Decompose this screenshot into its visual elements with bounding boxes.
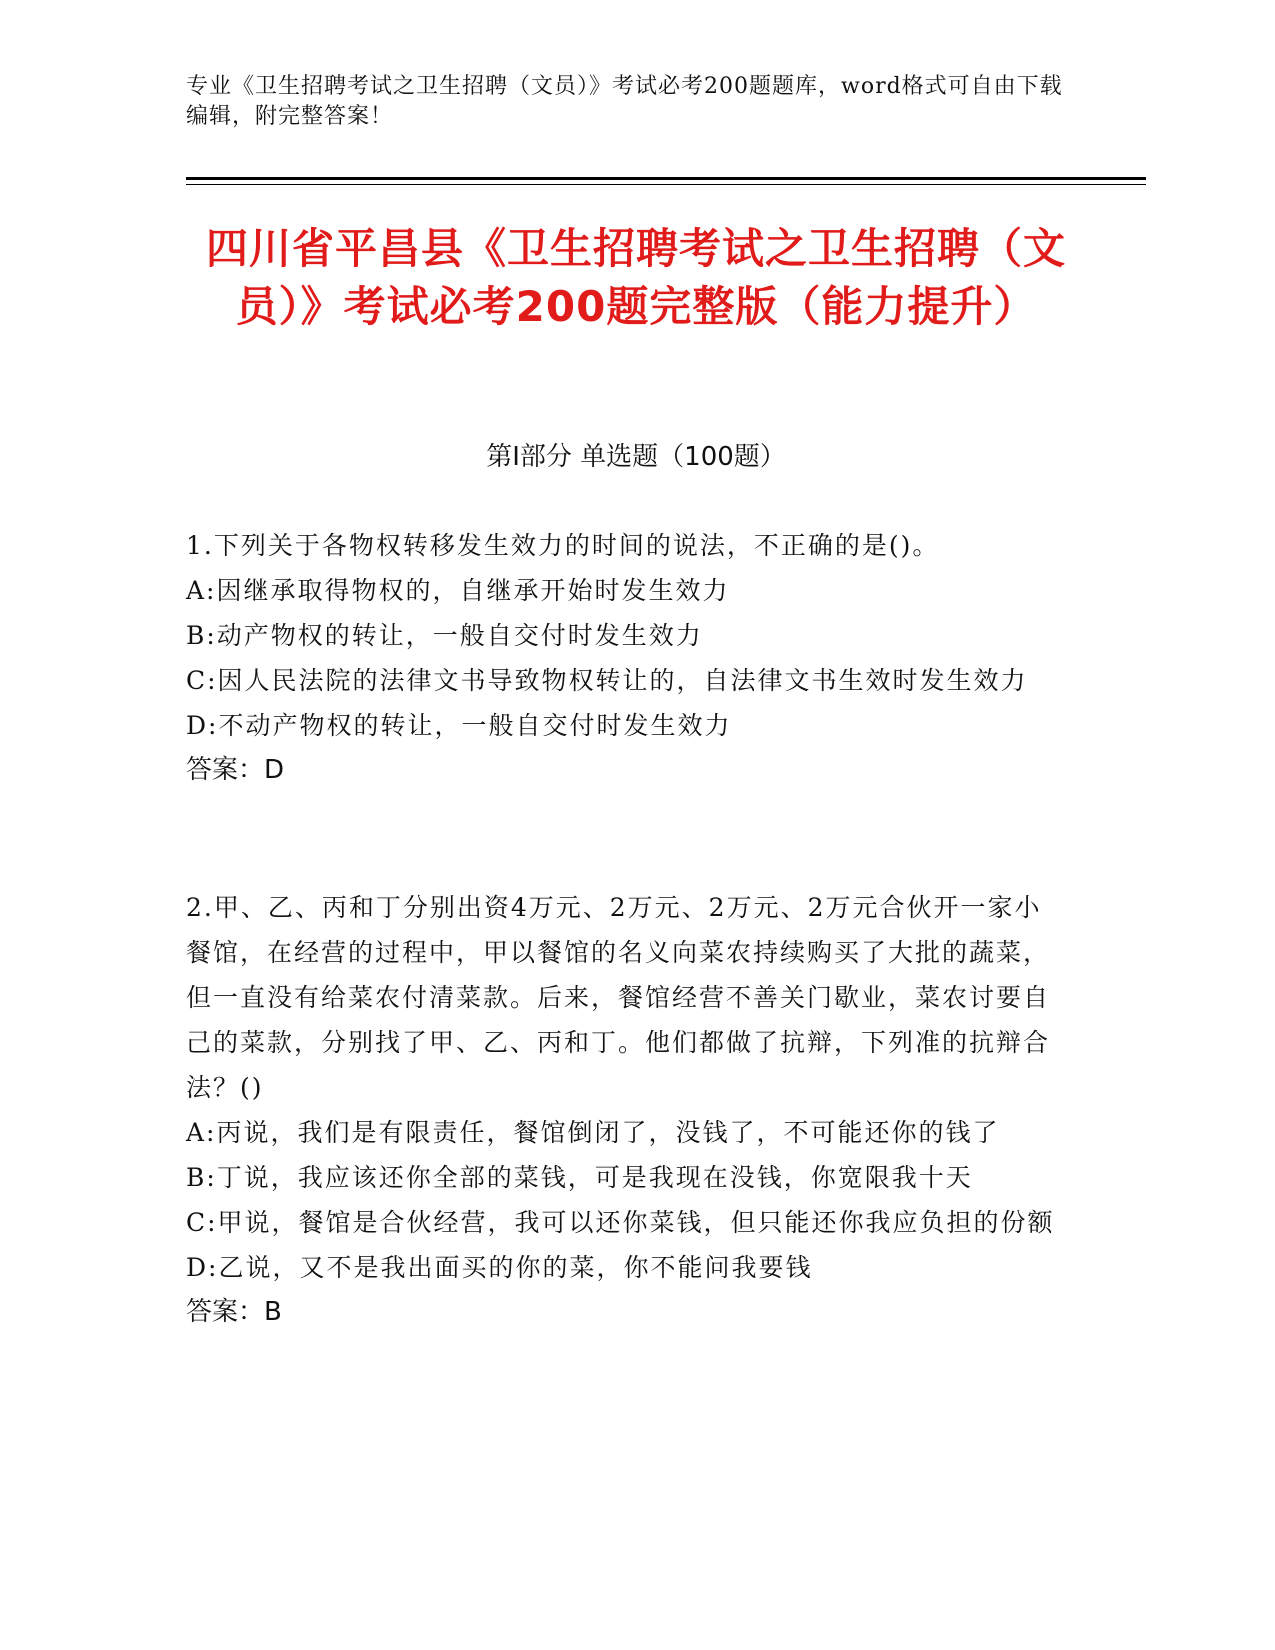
question-1-option-b: B:动产物权的转让，一般自交付时发生效力 <box>186 621 703 650</box>
document-title: 四川省平昌县《卫生招聘考试之卫生招聘（文员）》考试必考200题完整版（能力提升） <box>205 224 1066 331</box>
header-note: 专业《卫生招聘考试之卫生招聘（文员）》考试必考200题题库，word格式可自由下载编辑，附完整答案！ <box>186 74 1063 129</box>
question-1-answer: 答案：D <box>186 755 285 785</box>
question-2-option-a: A:丙说，我们是有限责任，餐馆倒闭了，没钱了，不可能还你的钱了 <box>186 1118 1000 1147</box>
section-title: 第Ⅰ部分 单选题（100题） <box>486 442 786 472</box>
question-2-option-b: B:丁说，我应该还你全部的菜钱，可是我现在没钱，你宽限我十天 <box>186 1163 973 1192</box>
header-divider-thin <box>186 184 1146 185</box>
question-2-option-c: C:甲说，餐馆是合伙经营，我可以还你菜钱，但只能还你我应负担的份额 <box>186 1208 1055 1237</box>
question-1-option-a: A:因继承取得物权的，自继承开始时发生效力 <box>186 576 730 605</box>
question-2-answer: 答案：B <box>186 1297 282 1327</box>
question-1-option-d: D:不动产物权的转让，一般自交付时发生效力 <box>186 711 732 740</box>
question-2 <box>186 885 1066 1335</box>
header-divider-thick <box>186 177 1146 180</box>
question-2-option-d: D:乙说，又不是我出面买的你的菜，你不能问我要钱 <box>186 1253 813 1282</box>
question-1 <box>186 523 1066 793</box>
question-1-stem: 1.下列关于各物权转移发生效力的时间的说法，不正确的是()。 <box>186 531 940 560</box>
question-2-stem: 2.甲、乙、丙和丁分别出资4万元、2万元、2万元、2万元合伙开一家小餐馆，在经营的过程中，甲以餐馆的名义向菜农持续购买了大批的蔬菜，但一直没有给菜农付清菜款。后来，餐馆经营不善关门歇业，菜农讨要自己的菜款，分别找了甲、乙、丙和丁。他们都做了抗辩，下列准的抗辩合法？() <box>186 893 1051 1102</box>
question-1-option-c: C:因人民法院的法律文书导致物权转让的，自法律文书生效时发生效力 <box>186 666 1028 695</box>
